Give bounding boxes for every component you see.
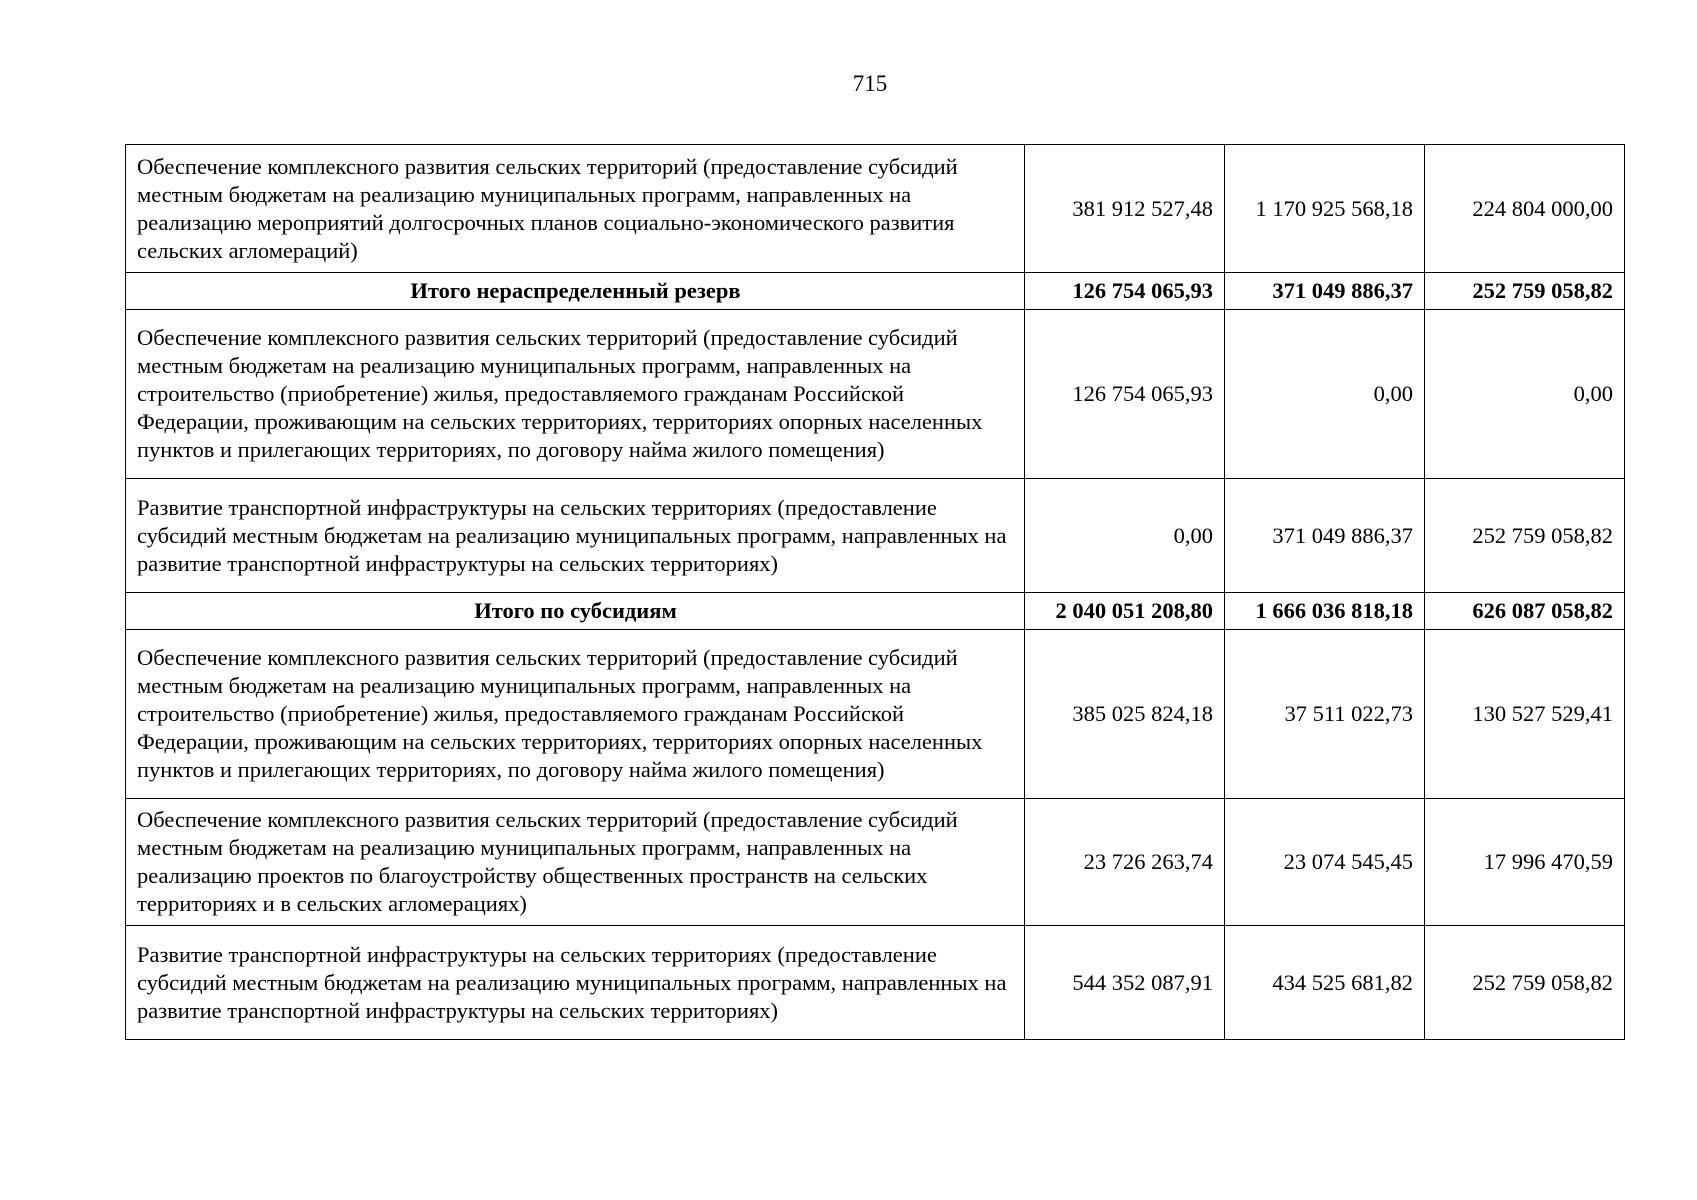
total-value-1: 2 040 051 208,80	[1025, 593, 1225, 630]
page-number: 715	[852, 71, 888, 96]
total-label: Итого нераспределенный резерв	[126, 273, 1025, 310]
row-value-2: 371 049 886,37	[1225, 479, 1425, 593]
row-description: Обеспечение комплексного развития сельских территорий (предоставление субсидий местным бюджетам на реализацию муниципальных программ, направленных на строительство (приобретение) жилья, предоставляемого гражданам Российской Федерации, проживающим на сельских территориях, территориях опорных населенных пунктов и прилегающих территориях, по договору найма жилого помещения)	[126, 630, 1025, 799]
total-row	[126, 273, 1625, 310]
row-value-3: 252 759 058,82	[1425, 479, 1625, 593]
total-row	[126, 593, 1625, 630]
row-value-1: 544 352 087,91	[1025, 926, 1225, 1040]
total-value-3: 252 759 058,82	[1425, 273, 1625, 310]
row-description: Обеспечение комплексного развития сельских территорий (предоставление субсидий местным бюджетам на реализацию муниципальных программ, направленных на строительство (приобретение) жилья, предоставляемого гражданам Российской Федерации, проживающим на сельских территориях, территориях опорных населенных пунктов и прилегающих территориях, по договору найма жилого помещения)	[126, 310, 1025, 479]
row-value-3: 130 527 529,41	[1425, 630, 1625, 799]
table-row	[126, 799, 1625, 926]
row-value-2: 23 074 545,45	[1225, 799, 1425, 926]
row-value-1: 381 912 527,48	[1025, 145, 1225, 273]
total-label: Итого по субсидиям	[126, 593, 1025, 630]
table-row	[126, 310, 1625, 479]
row-description: Развитие транспортной инфраструктуры на сельских территориях (предоставление субсидий местным бюджетам на реализацию муниципальных программ, направленных на развитие транспортной инфраструктуры на сельских территориях)	[126, 479, 1025, 593]
table-row	[126, 630, 1625, 799]
table-row	[126, 479, 1625, 593]
row-value-2: 0,00	[1225, 310, 1425, 479]
row-value-2: 37 511 022,73	[1225, 630, 1425, 799]
row-value-2: 434 525 681,82	[1225, 926, 1425, 1040]
total-value-2: 371 049 886,37	[1225, 273, 1425, 310]
total-value-3: 626 087 058,82	[1425, 593, 1625, 630]
table-row	[126, 926, 1625, 1040]
row-value-1: 385 025 824,18	[1025, 630, 1225, 799]
row-value-1: 23 726 263,74	[1025, 799, 1225, 926]
total-value-2: 1 666 036 818,18	[1225, 593, 1425, 630]
row-description: Обеспечение комплексного развития сельских территорий (предоставление субсидий местным бюджетам на реализацию муниципальных программ, направленных на реализацию проектов по благоустройству общественных пространств на сельских территориях и в сельских агломерациях)	[126, 799, 1025, 926]
row-value-3: 252 759 058,82	[1425, 926, 1625, 1040]
row-value-3: 17 996 470,59	[1425, 799, 1625, 926]
row-value-3: 0,00	[1425, 310, 1625, 479]
row-value-1: 0,00	[1025, 479, 1225, 593]
row-value-3: 224 804 000,00	[1425, 145, 1625, 273]
budget-table	[125, 144, 1625, 1040]
row-value-2: 1 170 925 568,18	[1225, 145, 1425, 273]
row-value-1: 126 754 065,93	[1025, 310, 1225, 479]
total-value-1: 126 754 065,93	[1025, 273, 1225, 310]
row-description: Обеспечение комплексного развития сельских территорий (предоставление субсидий местным бюджетам на реализацию муниципальных программ, направленных на реализацию мероприятий долгосрочных планов социально-экономического развития сельских агломераций)	[126, 145, 1025, 273]
row-description: Развитие транспортной инфраструктуры на сельских территориях (предоставление субсидий местным бюджетам на реализацию муниципальных программ, направленных на развитие транспортной инфраструктуры на сельских территориях)	[126, 926, 1025, 1040]
table-row	[126, 145, 1625, 273]
